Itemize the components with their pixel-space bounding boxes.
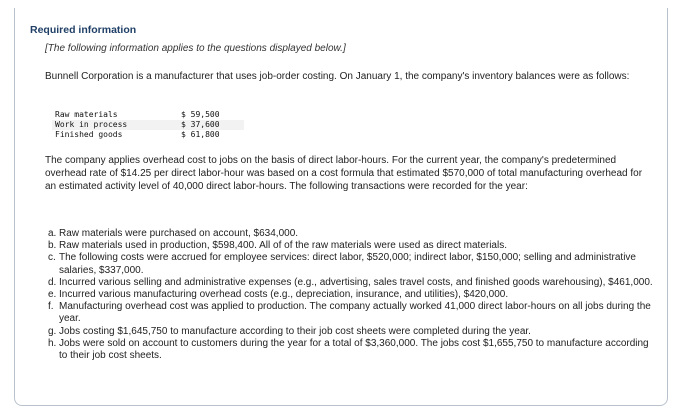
transaction-text: The following costs were accrued for employee services: direct labor, $520,000; indirect labor, $150,000; selling and administrative salaries, $337,000. bbox=[59, 252, 636, 276]
transaction-text: Jobs were sold on account to customers during the year for a total of $3,360,000. The jobs cost $1,655,750 to manufacture according to their job cost sheets. bbox=[59, 337, 649, 362]
transaction-letter: g. bbox=[48, 325, 57, 337]
inventory-value: $ 37,600 bbox=[178, 120, 244, 130]
inventory-row-finished-goods bbox=[52, 130, 244, 140]
transaction-item bbox=[48, 277, 653, 289]
inventory-label: Raw materials bbox=[55, 110, 118, 119]
transaction-letter: e. bbox=[48, 289, 57, 301]
transaction-letter: a. bbox=[48, 228, 57, 239]
transaction-item bbox=[48, 301, 653, 325]
transaction-text: Incurred various manufacturing overhead costs (e.g., depreciation, insurance, and utilities), $420,000. bbox=[59, 289, 509, 301]
intro-note: [The following information applies to the questions displayed below.] bbox=[45, 43, 346, 54]
transaction-item bbox=[48, 289, 653, 301]
transaction-text: Raw materials were purchased on account, $634,000. bbox=[59, 228, 299, 239]
transaction-text: Jobs costing $1,645,750 to manufacture according to their job cost sheets were completed during the year. bbox=[59, 325, 531, 337]
transaction-letter: d. bbox=[48, 276, 57, 288]
inventory-row-work-in-process bbox=[52, 120, 244, 130]
transaction-item bbox=[48, 252, 653, 276]
transaction-item bbox=[48, 228, 653, 240]
transaction-letter: f. bbox=[48, 301, 54, 313]
transaction-letter: b. bbox=[48, 240, 57, 252]
transaction-letter: h. bbox=[48, 337, 57, 349]
transaction-item bbox=[48, 338, 653, 362]
inventory-label: Finished goods bbox=[55, 130, 123, 139]
inventory-label: Work in process bbox=[52, 120, 178, 130]
transaction-item bbox=[48, 240, 653, 252]
required-information-heading: Required information bbox=[30, 24, 137, 36]
transaction-item bbox=[48, 326, 653, 338]
company-description: Bunnell Corporation is a manufacturer that uses job-order costing. On January 1, the company's inventory balances were as follows: bbox=[45, 71, 630, 82]
transaction-text: Incurred various selling and administrative expenses (e.g., advertising, sales travel costs, and finished goods warehousing), $461,000. bbox=[59, 276, 653, 288]
transactions-list bbox=[48, 228, 653, 362]
inventory-row-raw-materials bbox=[52, 110, 244, 120]
overhead-description: The company applies overhead cost to jobs on the basis of direct labor-hours. For the current year, the company's predetermined overhead rate of $14.25 per direct labor-hour was based on a cost formula that estimated $570,000 of total manufacturing overhead for an estimated activity level of 40,000 direct labor-hours. The following transactions were recorded for the year: bbox=[45, 155, 643, 192]
transaction-text: Raw materials used in production, $598,400. All of of the raw materials were used as direct materials. bbox=[59, 240, 507, 252]
transaction-letter: c. bbox=[48, 252, 56, 264]
transaction-text: Manufacturing overhead cost was applied to production. The company actually worked 41,000 direct labor-hours on all jobs during the year. bbox=[59, 301, 651, 325]
inventory-value: $ 59,500 bbox=[181, 110, 220, 119]
inventory-balances-table bbox=[52, 110, 244, 140]
inventory-value: $ 61,800 bbox=[181, 130, 220, 139]
